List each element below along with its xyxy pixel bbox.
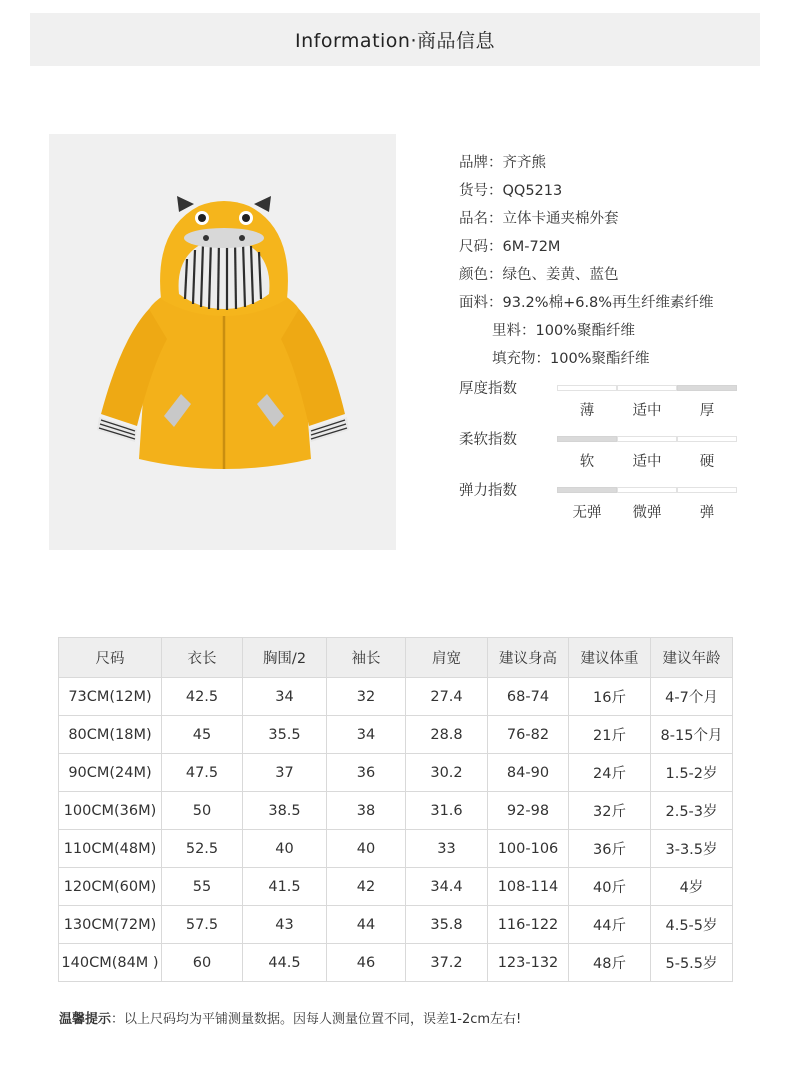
column-header: 建议年龄 (651, 638, 733, 678)
table-cell: 123-132 (488, 944, 569, 982)
table-cell: 37 (243, 754, 327, 792)
index-segment (557, 487, 617, 493)
table-cell: 60 (162, 944, 243, 982)
table-cell: 35.5 (243, 716, 327, 754)
table-cell: 48斤 (569, 944, 651, 982)
table-cell: 21斤 (569, 716, 651, 754)
table-cell: 38.5 (243, 792, 327, 830)
softness-index-label: 柔软指数 (459, 432, 517, 448)
table-cell: 4岁 (651, 868, 733, 906)
table-cell: 2.5-3岁 (651, 792, 733, 830)
product-image (49, 134, 396, 550)
table-cell: 28.8 (406, 716, 488, 754)
softness-index-options (557, 450, 737, 471)
column-header: 胸围/2 (243, 638, 327, 678)
table-row (59, 678, 733, 716)
elasticity-index (459, 479, 749, 530)
table-cell: 24斤 (569, 754, 651, 792)
table-cell: 100-106 (488, 830, 569, 868)
table-cell: 92-98 (488, 792, 569, 830)
index-option: 无弹 (572, 505, 602, 521)
table-cell: 43 (243, 906, 327, 944)
jacket-illustration (49, 134, 396, 550)
table-cell: 34 (243, 678, 327, 716)
table-cell: 46 (327, 944, 406, 982)
table-row (59, 868, 733, 906)
index-segment (557, 385, 617, 391)
table-cell: 116-122 (488, 906, 569, 944)
table-cell: 3-3.5岁 (651, 830, 733, 868)
spec-lining: 里料：100%聚酯纤维 (492, 323, 635, 339)
spec-size-range: 尺码：6M-72M (459, 239, 561, 255)
table-cell: 42 (327, 868, 406, 906)
elasticity-index-label: 弹力指数 (459, 483, 517, 499)
table-cell: 40 (243, 830, 327, 868)
table-cell: 45 (162, 716, 243, 754)
table-cell: 40 (327, 830, 406, 868)
elasticity-index-bar (557, 487, 737, 493)
table-cell: 40斤 (569, 868, 651, 906)
index-option: 微弹 (632, 505, 662, 521)
table-cell: 130CM(72M) (59, 906, 162, 944)
index-option: 厚 (699, 403, 715, 419)
table-cell: 31.6 (406, 792, 488, 830)
table-cell: 33 (406, 830, 488, 868)
table-cell: 42.5 (162, 678, 243, 716)
thickness-index-label: 厚度指数 (459, 381, 517, 397)
column-header: 尺码 (59, 638, 162, 678)
measurement-note (59, 1008, 521, 1027)
table-cell: 44.5 (243, 944, 327, 982)
thickness-index-options (557, 399, 737, 420)
table-row (59, 716, 733, 754)
table-cell: 37.2 (406, 944, 488, 982)
table-cell: 73CM(12M) (59, 678, 162, 716)
table-cell: 32 (327, 678, 406, 716)
table-cell: 140CM(84M ) (59, 944, 162, 982)
table-cell: 36斤 (569, 830, 651, 868)
spec-filling: 填充物：100%聚酯纤维 (492, 351, 650, 367)
table-cell: 68-74 (488, 678, 569, 716)
table-cell: 1.5-2岁 (651, 754, 733, 792)
table-cell: 55 (162, 868, 243, 906)
table-cell: 90CM(24M) (59, 754, 162, 792)
table-cell: 30.2 (406, 754, 488, 792)
spec-colors: 颜色：绿色、姜黄、蓝色 (459, 267, 619, 283)
column-header: 衣长 (162, 638, 243, 678)
column-header: 建议体重 (569, 638, 651, 678)
table-cell: 76-82 (488, 716, 569, 754)
index-option: 适中 (632, 403, 662, 419)
table-cell: 16斤 (569, 678, 651, 716)
table-row (59, 754, 733, 792)
table-cell: 44斤 (569, 906, 651, 944)
table-row (59, 830, 733, 868)
table-header-row (59, 638, 733, 678)
table-cell: 36 (327, 754, 406, 792)
table-cell: 50 (162, 792, 243, 830)
index-option: 适中 (632, 454, 662, 470)
elasticity-index-options (557, 501, 737, 522)
index-segment (617, 436, 677, 442)
index-segment (617, 385, 677, 391)
table-cell: 84-90 (488, 754, 569, 792)
softness-index-bar (557, 436, 737, 442)
table-cell: 34.4 (406, 868, 488, 906)
column-header: 肩宽 (406, 638, 488, 678)
table-cell: 5-5.5岁 (651, 944, 733, 982)
table-cell: 38 (327, 792, 406, 830)
table-cell: 35.8 (406, 906, 488, 944)
index-option: 弹 (699, 505, 715, 521)
spec-brand: 品牌：齐齐熊 (459, 155, 546, 171)
index-option: 软 (579, 454, 595, 470)
spec-list (459, 149, 714, 373)
spec-fabric: 面料：93.2%棉+6.8%再生纤维素纤维 (459, 295, 714, 311)
table-cell: 108-114 (488, 868, 569, 906)
table-cell: 47.5 (162, 754, 243, 792)
table-cell: 8-15个月 (651, 716, 733, 754)
note-text: ：以上尺码均为平铺测量数据。因每人测量位置不同，误差1-2cm左右! (111, 1012, 522, 1027)
spec-product-name: 品名：立体卡通夹棉外套 (459, 211, 619, 227)
table-row (59, 944, 733, 982)
index-segment (557, 436, 617, 442)
table-cell: 27.4 (406, 678, 488, 716)
thickness-index-bar (557, 385, 737, 391)
table-cell: 41.5 (243, 868, 327, 906)
column-header: 袖长 (327, 638, 406, 678)
table-cell: 100CM(36M) (59, 792, 162, 830)
note-label: 温馨提示 (59, 1012, 112, 1027)
table-cell: 57.5 (162, 906, 243, 944)
index-segment (677, 385, 737, 391)
table-cell: 44 (327, 906, 406, 944)
table-cell: 80CM(18M) (59, 716, 162, 754)
index-segment (617, 487, 677, 493)
table-row (59, 792, 733, 830)
section-title: Information·商品信息 (294, 30, 496, 52)
thickness-index (459, 377, 749, 428)
table-cell: 110CM(48M) (59, 830, 162, 868)
index-option: 薄 (579, 403, 595, 419)
index-segment (677, 487, 737, 493)
softness-index (459, 428, 749, 479)
feature-indexes (459, 377, 749, 530)
table-cell: 4.5-5岁 (651, 906, 733, 944)
table-cell: 52.5 (162, 830, 243, 868)
table-cell: 4-7个月 (651, 678, 733, 716)
index-option: 硬 (699, 454, 715, 470)
column-header: 建议身高 (488, 638, 569, 678)
spec-item-number: 货号：QQ5213 (459, 183, 563, 199)
table-cell: 32斤 (569, 792, 651, 830)
section-header (30, 13, 760, 66)
index-segment (677, 436, 737, 442)
table-row (59, 906, 733, 944)
size-chart-table (58, 637, 733, 982)
table-cell: 34 (327, 716, 406, 754)
table-cell: 120CM(60M) (59, 868, 162, 906)
